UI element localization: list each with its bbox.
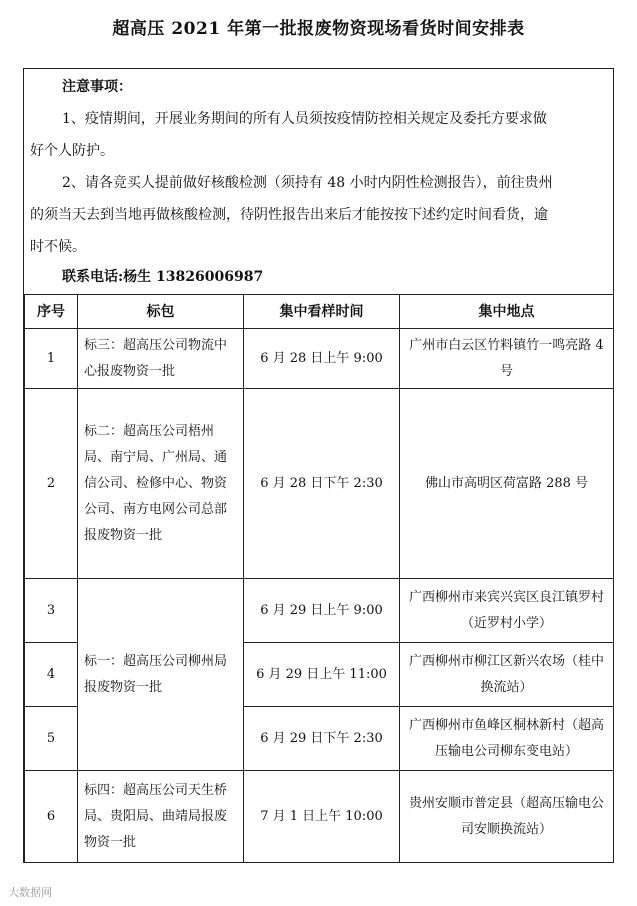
- row-lot: 标三：超高压公司物流中心报废物资一批: [78, 329, 244, 389]
- row-no: 6: [25, 771, 78, 863]
- notes-heading: 注意事项：: [62, 79, 132, 95]
- note-item-2-line-1: 2、请各竞买人提前做好核酸检测（须持有 48 小时内阴性检测报告），前往贵州: [62, 175, 553, 191]
- row-no: 4: [25, 643, 78, 707]
- watermark: 大数据网: [8, 886, 52, 899]
- row-time: 6 月 28 日下午 2:30: [244, 389, 400, 579]
- header-no: 序号: [25, 295, 78, 329]
- contact-line: 联系电话:杨生 13826006987: [62, 269, 264, 285]
- row-no: 2: [25, 389, 78, 579]
- row-no: 5: [25, 707, 78, 771]
- row-time: 6 月 29 日下午 2:30: [244, 707, 400, 771]
- note-item-1-line-2: 好个人防护。: [30, 143, 114, 159]
- table-row: [25, 389, 614, 579]
- row-time: 7 月 1 日上午 10:00: [244, 771, 400, 863]
- row-lot: 标一：超高压公司柳州局报废物资一批: [78, 579, 244, 771]
- row-location: 广州市白云区竹料镇竹一鸣亮路 4 号: [400, 329, 614, 389]
- row-location: 广西柳州市柳江区新兴农场（桂中换流站）: [400, 643, 614, 707]
- row-lot: 标四：超高压公司天生桥局、贵阳局、曲靖局报废物资一批: [78, 771, 244, 863]
- row-no: 3: [25, 579, 78, 643]
- note-item-1-line-1: 1、疫情期间，开展业务期间的所有人员须按疫情防控相关规定及委托方要求做: [62, 111, 547, 127]
- document-frame: [23, 68, 614, 863]
- page-title: 超高压 2021 年第一批报废物资现场看货时间安排表: [112, 19, 525, 39]
- table-header-row: [25, 295, 614, 329]
- row-location: 佛山市高明区荷富路 288 号: [400, 389, 614, 579]
- table-row: [25, 771, 614, 863]
- row-location: 贵州安顺市普定县（超高压输电公司安顺换流站）: [400, 771, 614, 863]
- note-item-2-line-3: 时不候。: [30, 239, 86, 255]
- row-time: 6 月 28 日上午 9:00: [244, 329, 400, 389]
- table-row: [25, 329, 614, 389]
- table-row: [25, 579, 614, 643]
- schedule-table: [24, 294, 614, 863]
- header-location: 集中地点: [400, 295, 614, 329]
- note-item-2-line-2: 的须当天去到当地再做核酸检测，待阴性报告出来后才能按按下述约定时间看货，逾: [30, 207, 548, 223]
- header-time: 集中看样时间: [244, 295, 400, 329]
- row-no: 1: [25, 329, 78, 389]
- row-location: 广西柳州市鱼峰区桐林新村（超高压输电公司柳东变电站）: [400, 707, 614, 771]
- row-time: 6 月 29 日上午 11:00: [244, 643, 400, 707]
- row-time: 6 月 29 日上午 9:00: [244, 579, 400, 643]
- row-location: 广西柳州市来宾兴宾区良江镇罗村（近罗村小学）: [400, 579, 614, 643]
- row-lot: 标二：超高压公司梧州局、南宁局、广州局、通信公司、检修中心、物资公司、南方电网公司总部报废物资一批: [78, 389, 244, 579]
- header-lot: 标包: [78, 295, 244, 329]
